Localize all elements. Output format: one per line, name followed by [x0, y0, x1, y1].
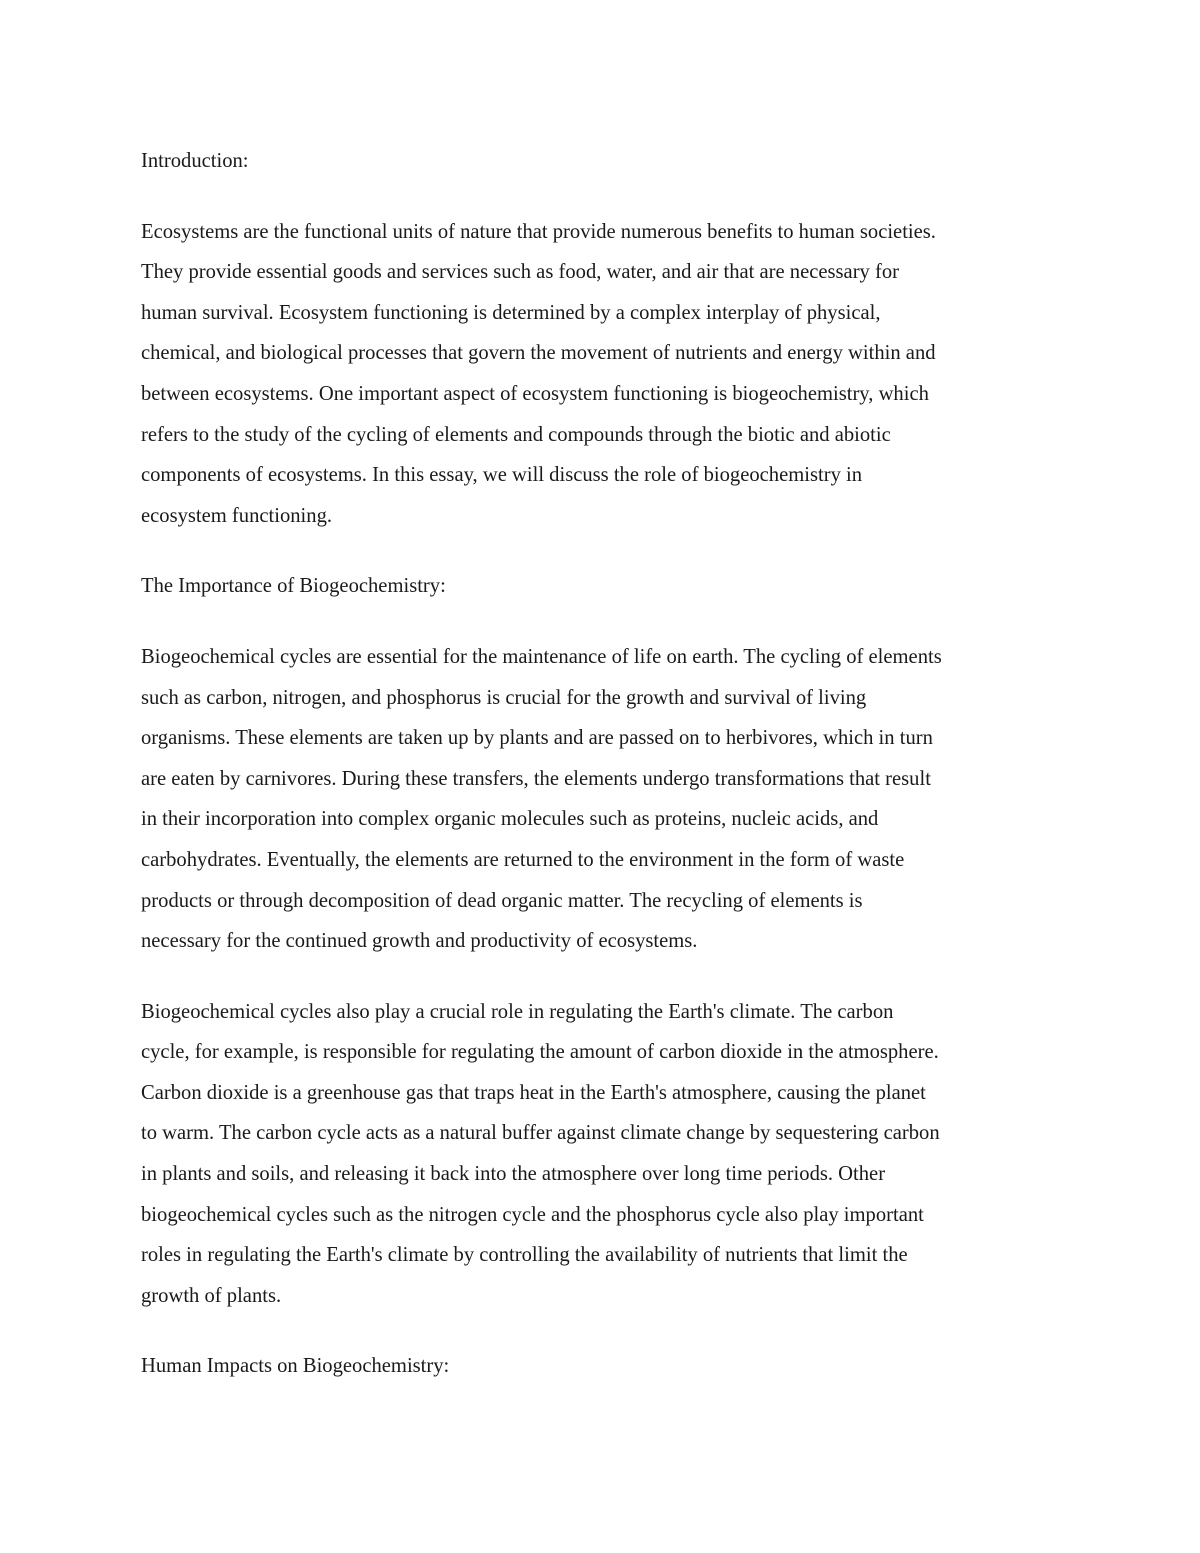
paragraph-gap: [141, 962, 1071, 992]
text-line: Biogeochemical cycles are essential for the maintenance of life on earth. The cycling of elements: [141, 645, 942, 668]
text-line: components of ecosystems. In this essay, we will discuss the role of biogeochemistry in: [141, 464, 863, 487]
text-line: biogeochemical cycles such as the nitrogen cycle and the phosphorus cycle also play important: [141, 1203, 924, 1226]
text-line: Biogeochemical cycles also play a crucial role in regulating the Earth's climate. The carbon: [141, 1000, 894, 1023]
text-line: products or through decomposition of dead organic matter. The recycling of elements is: [141, 889, 863, 912]
paragraph-introduction: [141, 212, 1071, 537]
text-line: human survival. Ecosystem functioning is determined by a complex interplay of physical,: [141, 301, 881, 324]
paragraph-gap: [141, 536, 1071, 566]
text-line: necessary for the continued growth and productivity of ecosystems.: [141, 930, 698, 953]
heading-human-impacts: Human Impacts on Biogeochemistry:: [141, 1355, 450, 1378]
heading-introduction: Introduction:: [141, 150, 249, 172]
text-line: refers to the study of the cycling of elements and compounds through the biotic and abiotic: [141, 423, 891, 446]
text-line: They provide essential goods and services such as food, water, and air that are necessary for: [141, 261, 900, 284]
paragraph-importance-2: [141, 992, 1071, 1317]
text-line: Carbon dioxide is a greenhouse gas that traps heat in the Earth's atmosphere, causing the planet: [141, 1081, 926, 1104]
text-line: carbohydrates. Eventually, the elements are returned to the environment in the form of waste: [141, 848, 905, 871]
text-line: cycle, for example, is responsible for regulating the amount of carbon dioxide in the atmosphere.: [141, 1041, 939, 1064]
text-line: in their incorporation into complex organic molecules such as proteins, nucleic acids, and: [141, 808, 879, 831]
document-body: [141, 141, 1071, 1387]
text-line: are eaten by carnivores. During these transfers, the elements undergo transformations that result: [141, 767, 931, 790]
paragraph-gap: [141, 607, 1071, 637]
paragraph-importance-1: [141, 637, 1071, 962]
text-line: Ecosystems are the functional units of nature that provide numerous benefits to human societies.: [141, 220, 936, 243]
text-line: chemical, and biological processes that govern the movement of nutrients and energy within and: [141, 342, 936, 365]
text-line: organisms. These elements are taken up by plants and are passed on to herbivores, which in turn: [141, 727, 933, 750]
heading-importance: The Importance of Biogeochemistry:: [141, 575, 446, 598]
text-line: ecosystem functioning.: [141, 504, 333, 527]
text-line: roles in regulating the Earth's climate by controlling the availability of nutrients that limit the: [141, 1244, 908, 1267]
paragraph-gap: [141, 182, 1071, 212]
text-line: between ecosystems. One important aspect of ecosystem functioning is biogeochemistry, which: [141, 382, 929, 405]
text-line: such as carbon, nitrogen, and phosphorus is crucial for the growth and survival of living: [141, 686, 867, 709]
paragraph-gap: [141, 1316, 1071, 1346]
text-line: growth of plants.: [141, 1284, 282, 1307]
text-line: in plants and soils, and releasing it back into the atmosphere over long time periods. Other: [141, 1163, 886, 1186]
text-line: to warm. The carbon cycle acts as a natural buffer against climate change by sequestering carbon: [141, 1122, 940, 1145]
